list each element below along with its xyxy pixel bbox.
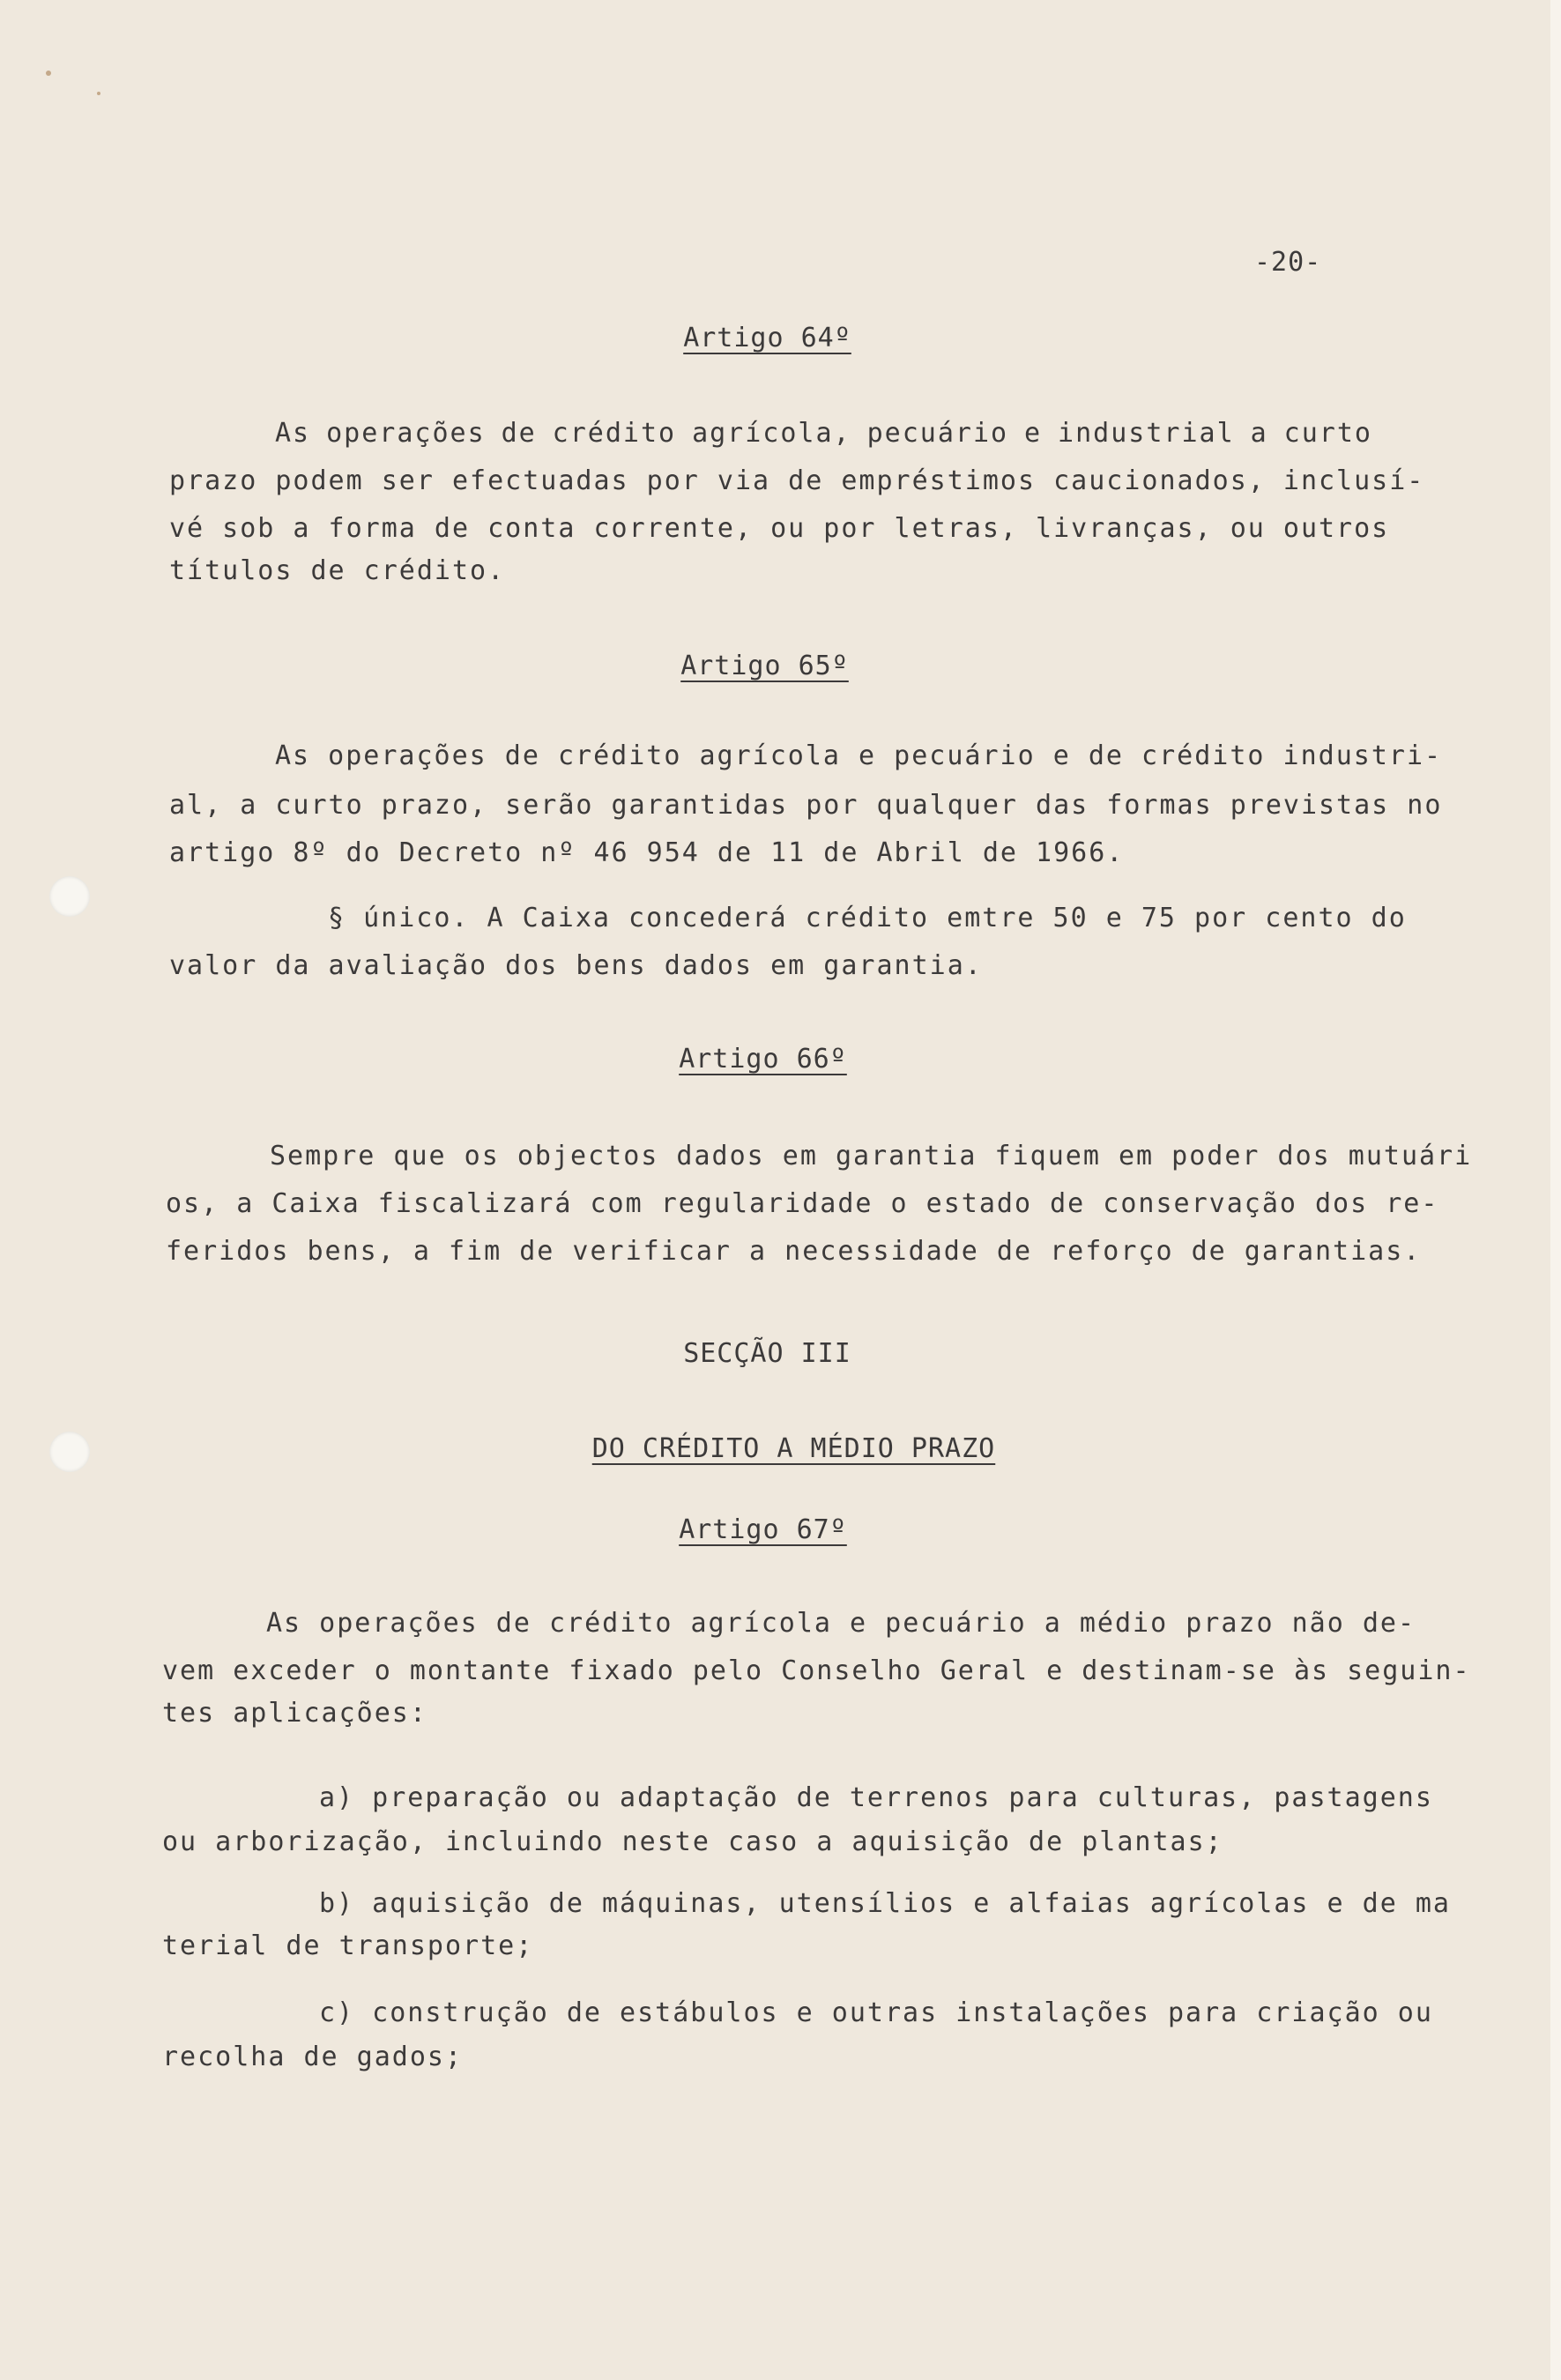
article-67-item-c-line-2: recolha de gados; (162, 2042, 464, 2072)
paper-stain (97, 92, 100, 95)
article-64-line-4: títulos de crédito. (169, 555, 506, 586)
page-number: -20- (1254, 247, 1322, 278)
word: industrial (1058, 418, 1235, 449)
article-67-item-a-line-2: ou arborização, incluindo neste caso a aquisição de plantas; (162, 1826, 1223, 1857)
article-67-item-b-line-2: terial de transporte; (162, 1930, 534, 1961)
article-67-line-3: tes aplicações: (162, 1698, 427, 1729)
article-64-line-3: vé sob a forma de conta corrente, ou por letras, livranças, ou outros (169, 513, 1390, 544)
word: crédito (552, 418, 677, 449)
word: operações (326, 418, 486, 449)
word: a (1250, 418, 1268, 449)
word: As (275, 418, 311, 449)
article-65-line-1: As operações de crédito agrícola e pecuário e de crédito industri- (275, 740, 1443, 771)
article-66-line-1: Sempre que os objectos dados em garantia fiquem em poder dos mutuári (270, 1141, 1473, 1171)
article-65-line-3: artigo 8º do Decreto nº 46 954 de 11 de Abril de 1966. (169, 837, 1125, 868)
punch-hole (49, 876, 90, 917)
article-65-paragraph-line-1: § único. A Caixa concederá crédito emtre 50 e 75 por cento do (328, 903, 1407, 933)
section-subtitle: DO CRÉDITO A MÉDIO PRAZO (591, 1433, 996, 1464)
article-67-item-b-line-1: b) aquisição de máquinas, utensílios e alfaias agrícolas e de ma (319, 1888, 1451, 1919)
article-64-line-1 (275, 418, 1372, 449)
article-67-line-1: As operações de crédito agrícola e pecuário a médio prazo não de- (266, 1608, 1416, 1639)
section-title: SECÇÃO III (683, 1338, 851, 1369)
article-66-heading: Artigo 66º (679, 1044, 847, 1075)
article-65-line-2: al, a curto prazo, serão garantidas por qualquer das formas previstas no (169, 790, 1443, 821)
word: e (1024, 418, 1043, 449)
paper-edge (1550, 0, 1561, 2380)
word: curto (1283, 418, 1372, 449)
article-64-line-2: prazo podem ser efectuadas por via de empréstimos caucionados, inclusí- (169, 465, 1425, 496)
word: pecuário (866, 418, 1009, 449)
article-67-line-2: vem exceder o montante fixado pelo Conselho Geral e destinam-se às seguin- (162, 1655, 1471, 1686)
article-65-heading: Artigo 65º (680, 651, 849, 681)
article-67-item-c-line-1: c) construção de estábulos e outras instalações para criação ou (319, 1997, 1433, 2028)
article-67-heading: Artigo 67º (679, 1514, 847, 1545)
paper-stain (46, 71, 51, 76)
article-66-line-3: feridos bens, a fim de verificar a necessidade de reforço de garantias. (166, 1236, 1422, 1267)
word: de (501, 418, 537, 449)
word: agrícola, (692, 418, 851, 449)
article-66-line-2: os, a Caixa fiscalizará com regularidade o estado de conservação dos re- (166, 1188, 1439, 1219)
article-64-heading: Artigo 64º (683, 323, 851, 353)
article-67-item-a-line-1: a) preparação ou adaptação de terrenos para culturas, pastagens (319, 1782, 1433, 1813)
article-65-paragraph-line-2: valor da avaliação dos bens dados em garantia. (169, 950, 983, 981)
